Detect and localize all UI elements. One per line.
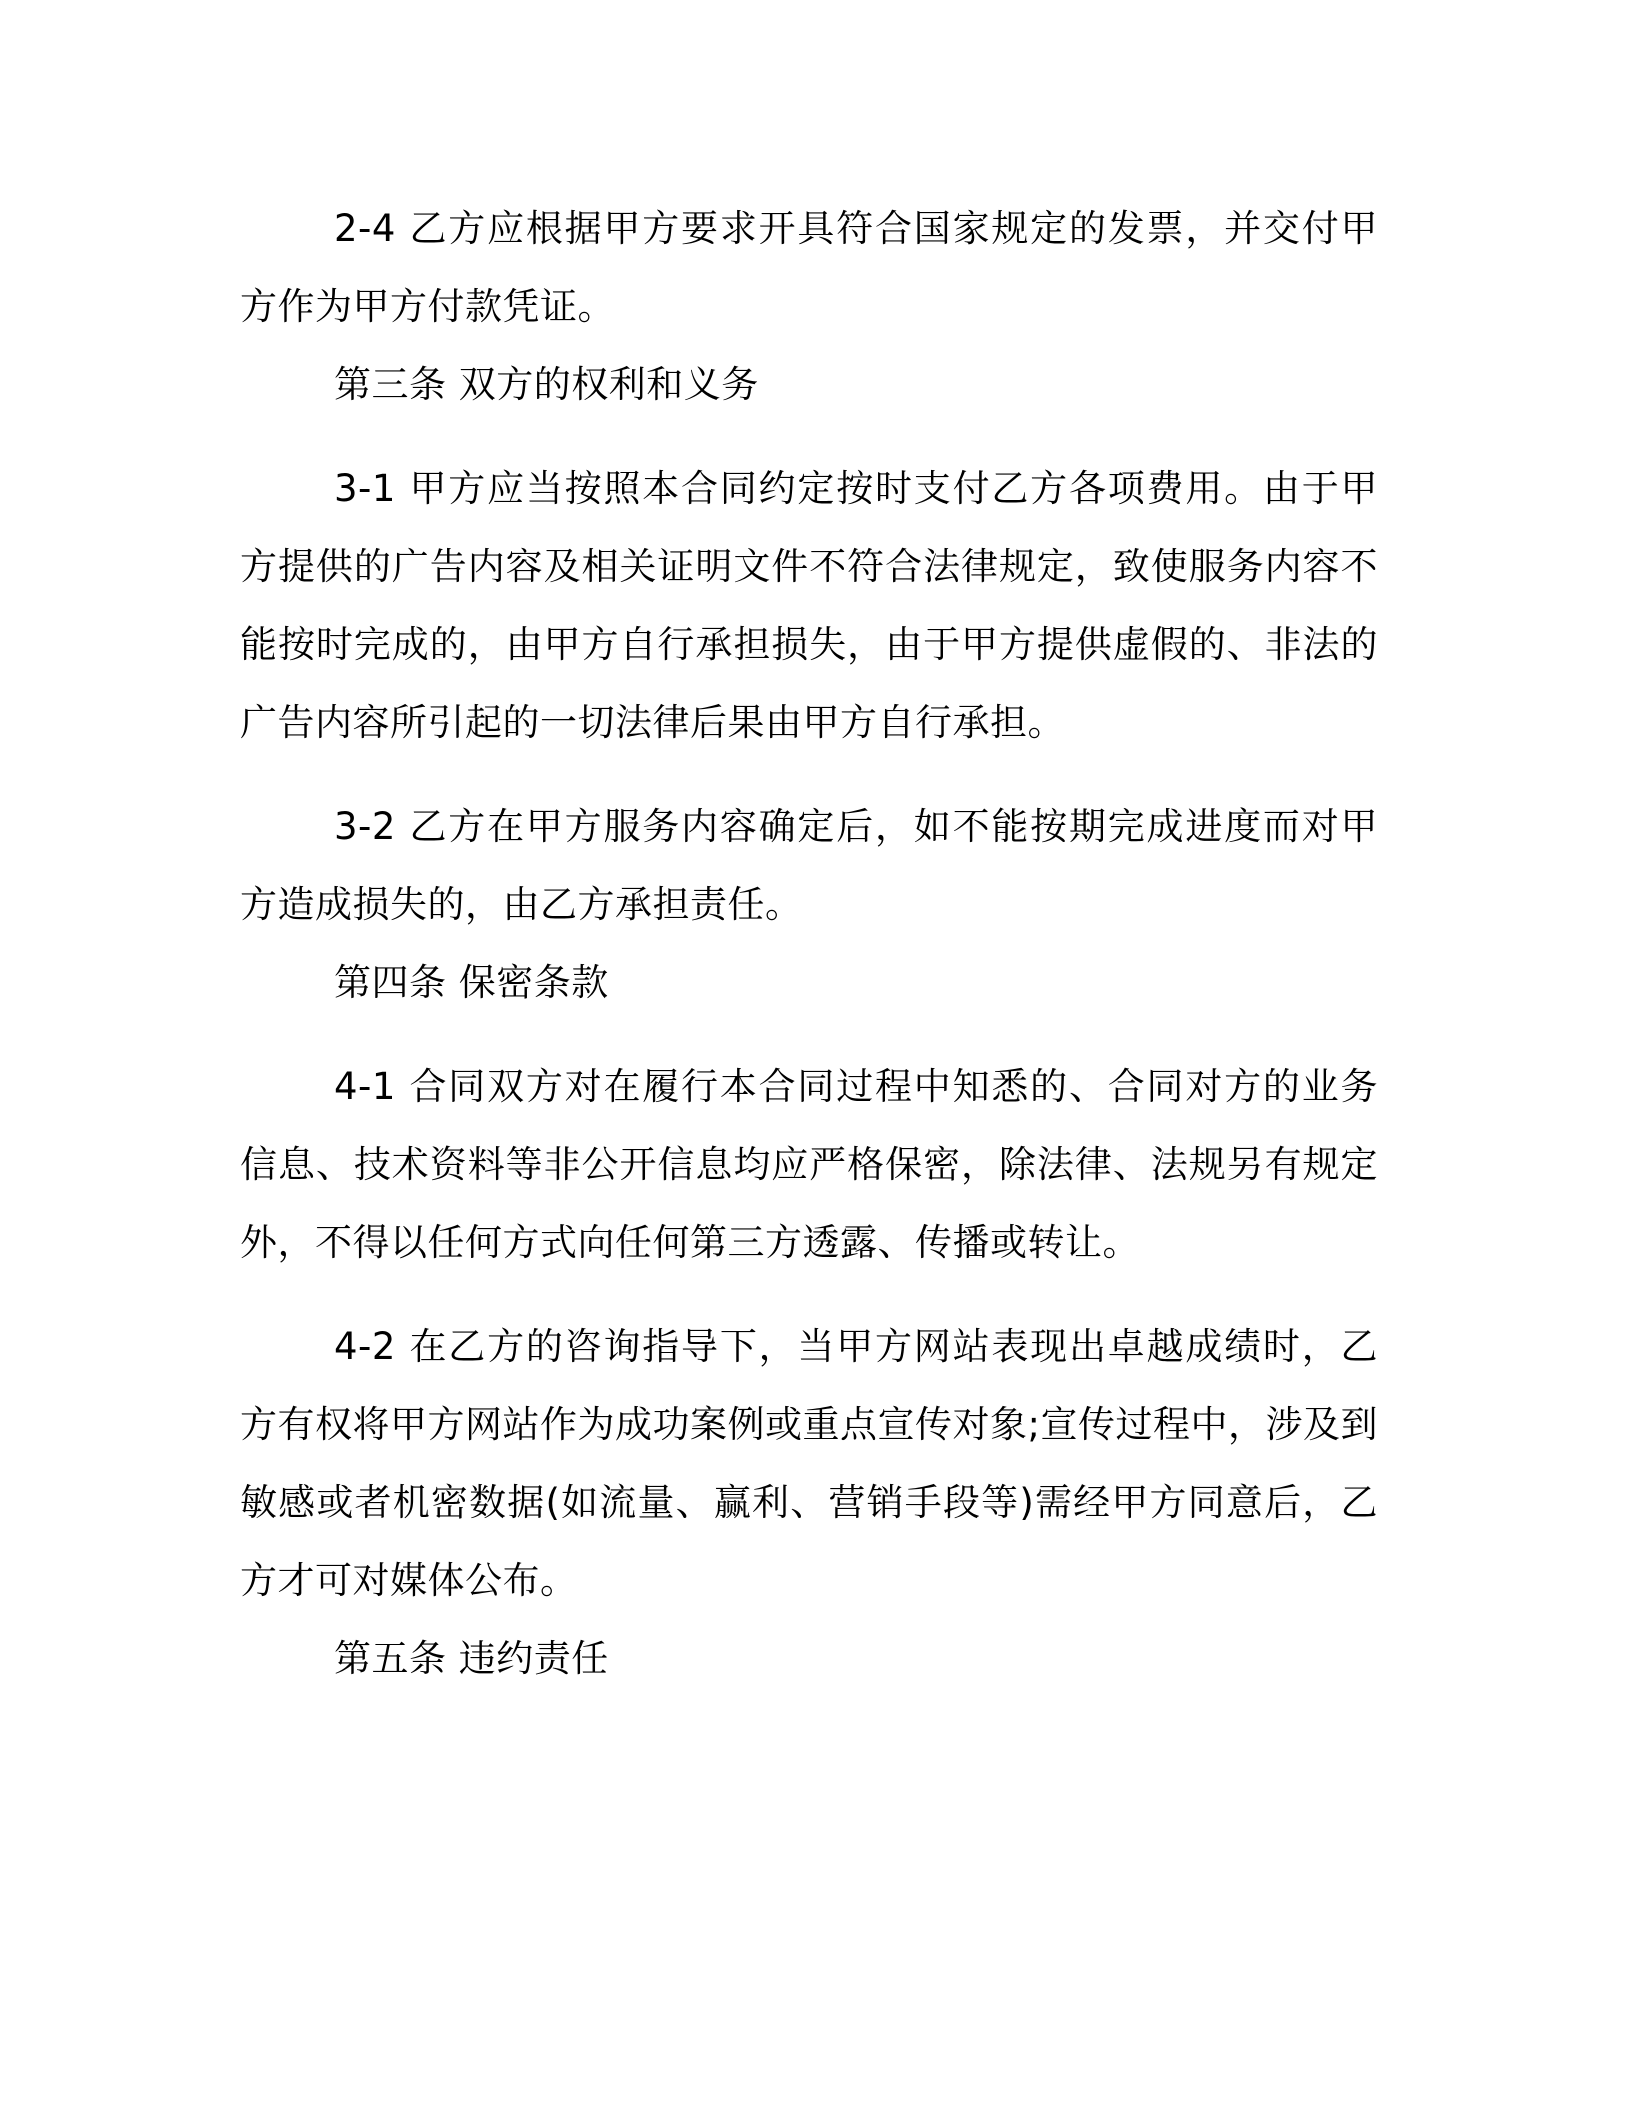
clause-2-4: 2-4 乙方应根据甲方要求开具符合国家规定的发票，并交付甲方作为甲方付款凭证。 xyxy=(240,207,1378,328)
clause-3-1: 3-1 甲方应当按照本合同约定按时支付乙方各项费用。由于甲方提供的广告内容及相关证明文件不符合法律规定，致使服务内容不能按时完成的，由甲方自行承担损失，由于甲方提供虚假的、非法的广告内容所引起的一切法律后果由甲方自行承担。 xyxy=(240,467,1378,744)
article-3-heading: 第三条 双方的权利和义务 xyxy=(334,363,759,406)
clause-4-1: 4-1 合同双方对在履行本合同过程中知悉的、合同对方的业务信息、技术资料等非公开信息均应严格保密，除法律、法规另有规定外，不得以任何方式向任何第三方透露、传播或转让。 xyxy=(240,1065,1378,1264)
clause-3-2: 3-2 乙方在甲方服务内容确定后，如不能按期完成进度而对甲方造成损失的，由乙方承担责任。 xyxy=(240,805,1378,926)
clause-4-2: 4-2 在乙方的咨询指导下，当甲方网站表现出卓越成绩时，乙方有权将甲方网站作为成功案例或重点宣传对象;宣传过程中，涉及到敏感或者机密数据(如流量、赢利、营销手段等)需经甲方同意后，乙方才可对媒体公布。 xyxy=(240,1325,1378,1602)
article-5-heading: 第五条 违约责任 xyxy=(334,1637,609,1680)
document-body xyxy=(240,190,1378,1698)
article-4-heading: 第四条 保密条款 xyxy=(334,961,609,1004)
